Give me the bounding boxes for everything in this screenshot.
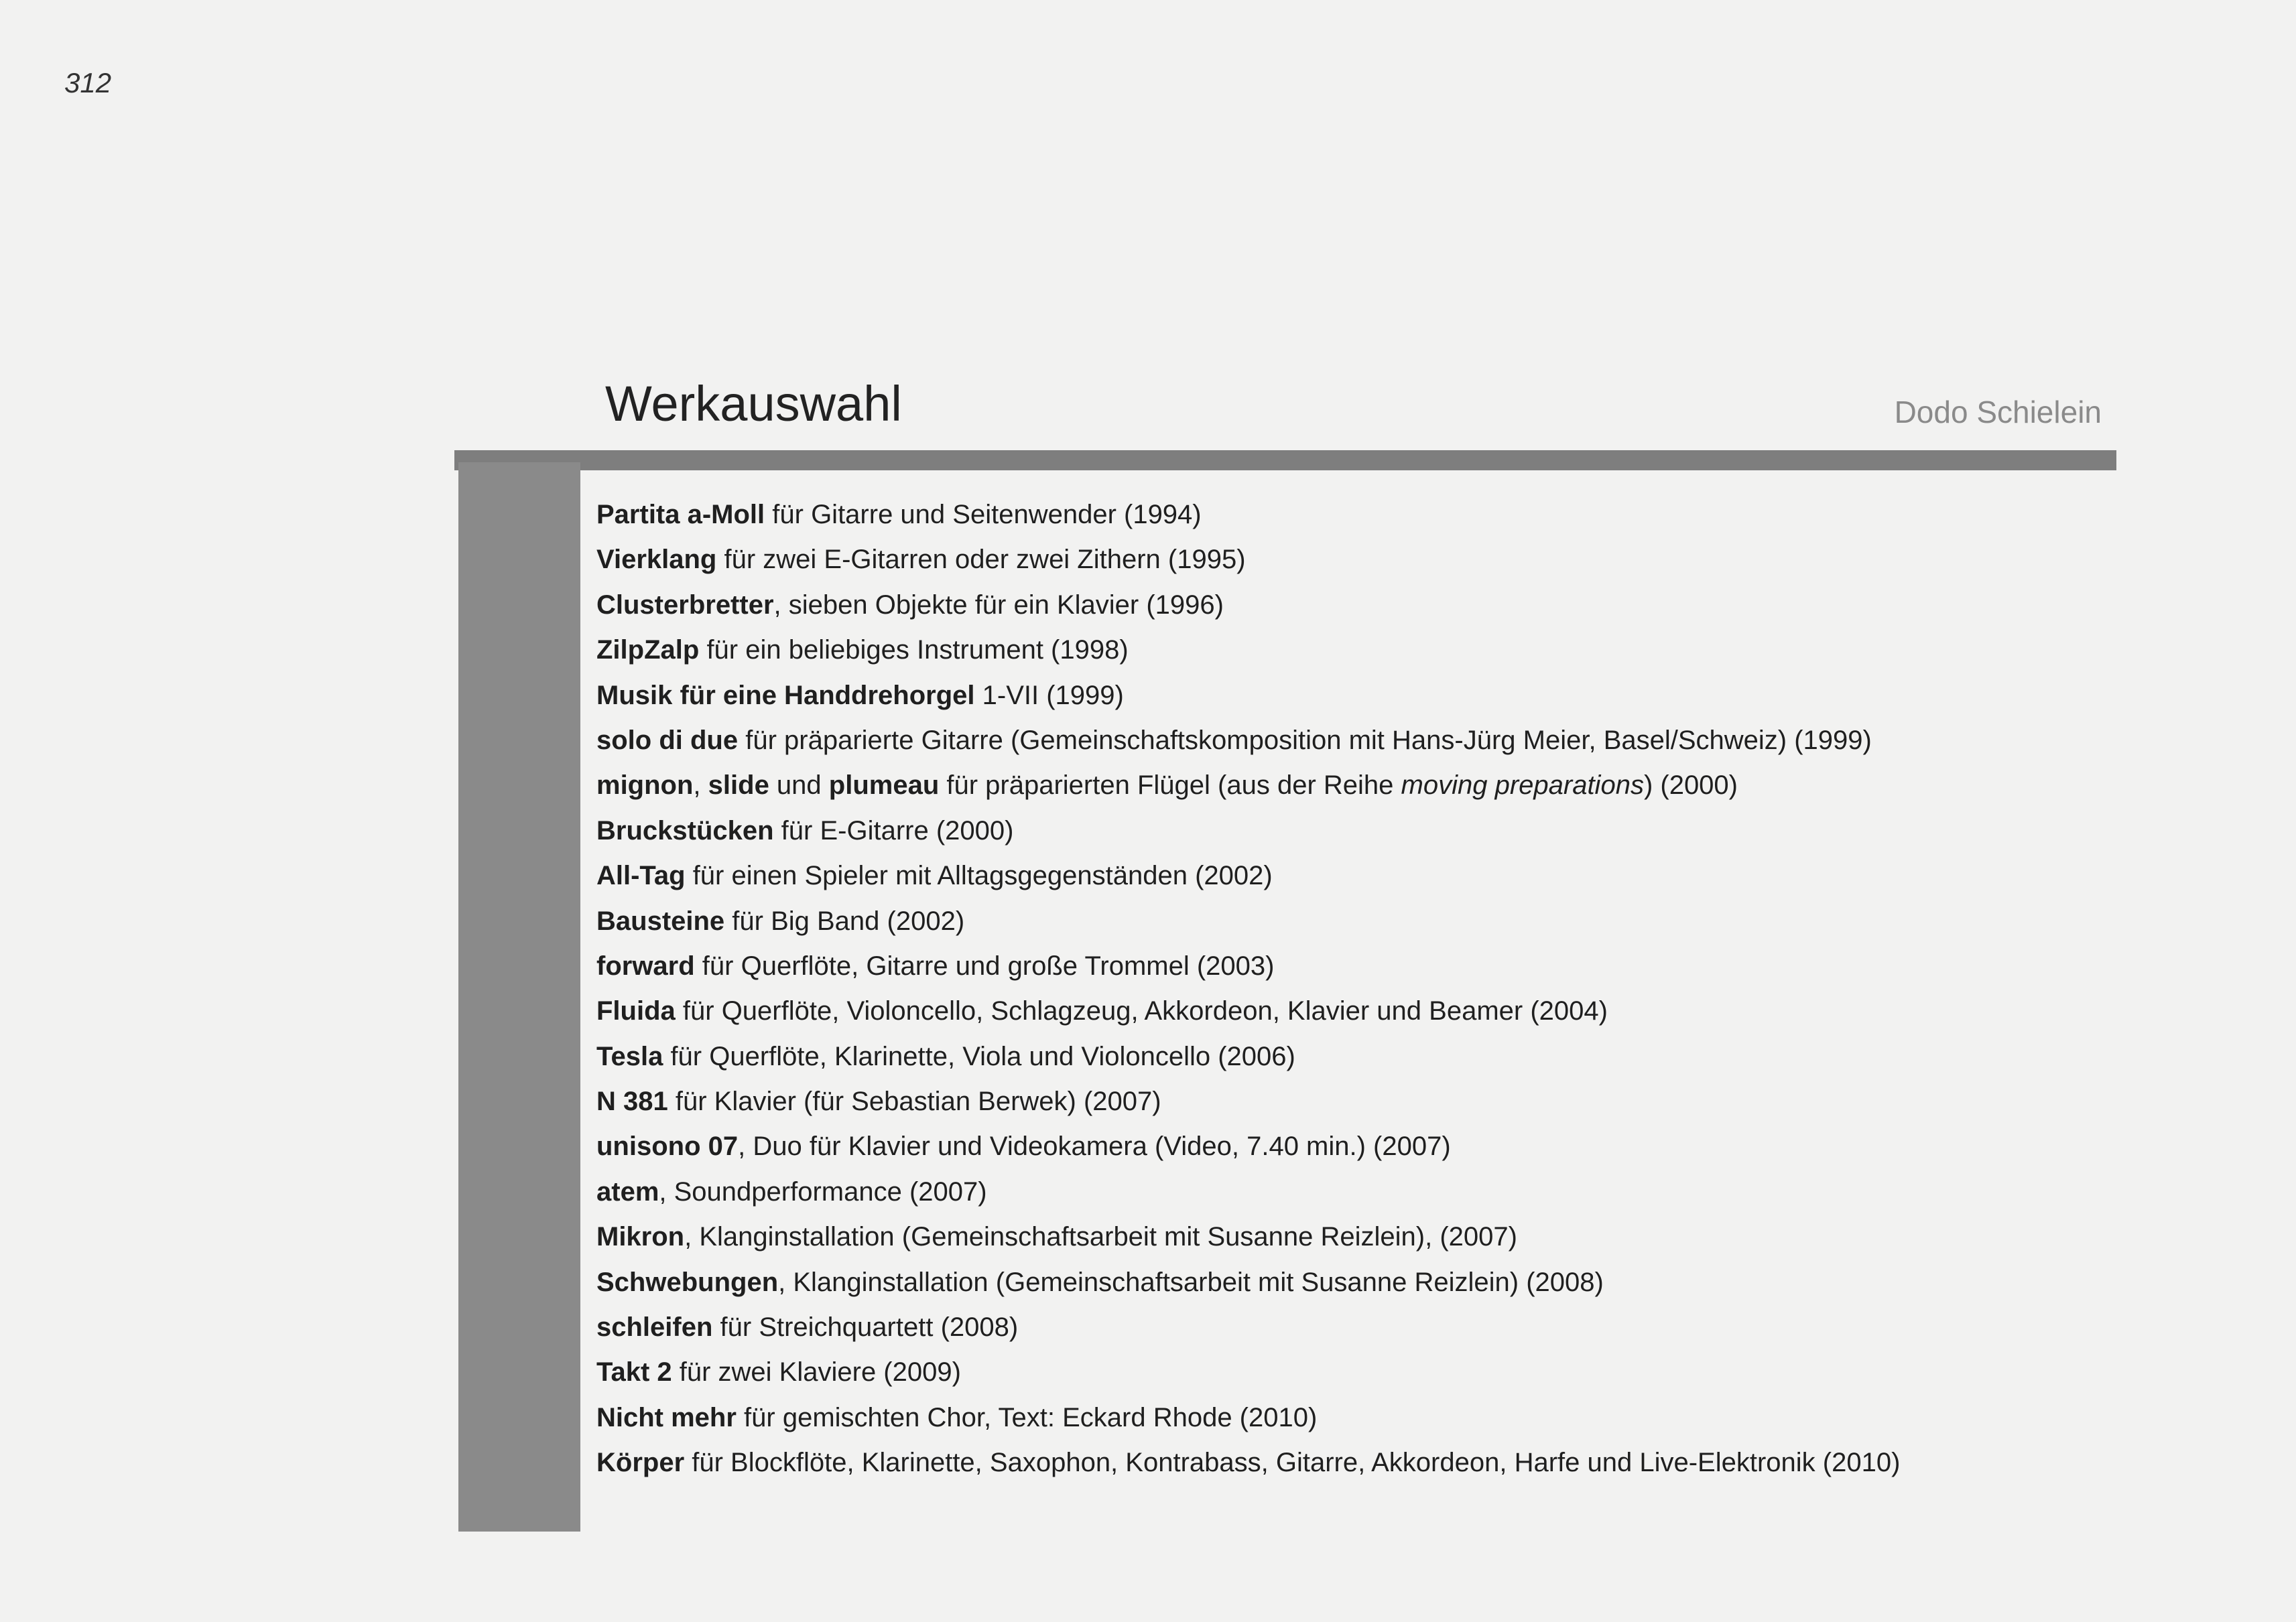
work-description: für E-Gitarre (2000) [773,815,1014,846]
work-description: ) (2000) [1643,770,1738,801]
work-title: Körper [596,1448,685,1478]
work-title: unisono 07 [596,1132,739,1162]
work-description: für gemischten Chor, Text: Eckard Rhode (2010) [736,1402,1318,1432]
work-entry [596,1215,2071,1260]
work-title: Schwebungen [596,1267,779,1297]
work-title: Tesla [596,1041,663,1071]
work-description: für einen Spieler mit Alltagsgegenständen (2002) [685,861,1273,891]
work-entry [596,718,2071,763]
work-title: ZilpZalp [596,635,700,665]
work-title: Bruckstücken [596,815,774,846]
work-entry [596,944,2071,989]
side-bar [458,462,580,1532]
work-title: atem [596,1176,659,1207]
works-list [596,492,2071,1486]
work-title: schleifen [596,1312,713,1343]
section-title: Werkauswahl [605,376,902,431]
work-description: , [693,770,708,801]
work-description: , Soundperformance (2007) [659,1176,987,1207]
work-entry [596,1034,2071,1079]
work-entry [596,1079,2071,1124]
work-title: All-Tag [596,861,686,891]
work-entry [596,1350,2071,1395]
work-entry [596,492,2071,537]
work-title: Mikron [596,1222,685,1252]
work-description: für Klavier (für Sebastian Berwek) (2007) [667,1087,1161,1117]
work-title: Partita a-Moll [596,500,765,529]
work-entry [596,537,2071,582]
work-description: , Duo für Klavier und Videokamera (Video, 7.40 min.) (2007) [738,1132,1451,1162]
work-description: , Klanginstallation (Gemeinschaftsarbeit mit Susanne Reizlein) (2008) [778,1267,1604,1297]
work-entry [596,1170,2071,1215]
work-entry [596,628,2071,673]
work-title: Takt 2 [596,1357,672,1388]
work-entry [596,1305,2071,1350]
work-entry [596,989,2071,1034]
work-description: , sieben Objekte für ein Klavier (1996) [773,590,1224,620]
series-title: moving preparations [1401,770,1644,801]
work-description: für Querflöte, Gitarre und große Trommel (2003) [694,951,1275,981]
work-title: Bausteine [596,906,725,936]
work-description: und [769,770,829,801]
work-description: 1-VII (1999) [974,680,1124,710]
work-entry [596,899,2071,944]
work-description: für Querflöte, Violoncello, Schlagzeug, Akkordeon, Klavier und Beamer (2004) [675,996,1608,1026]
work-title: Musik für eine Handdrehorgel [596,680,975,710]
work-description: für Big Band (2002) [724,906,965,936]
work-entry [596,854,2071,898]
work-entry [596,1396,2071,1440]
work-title: Nicht mehr [596,1402,737,1432]
work-description: für zwei E-Gitarren oder zwei Zithern (1995) [716,545,1246,575]
work-entry [596,763,2071,808]
author-name: Dodo Schielein [1894,395,2102,429]
work-description: für ein beliebiges Instrument (1998) [699,635,1129,665]
work-description: für zwei Klaviere (2009) [672,1357,961,1388]
work-title: N 381 [596,1087,668,1117]
work-description: für Querflöte, Klarinette, Viola und Violoncello (2006) [663,1041,1295,1071]
work-entry [596,809,2071,854]
work-title: Clusterbretter [596,590,774,620]
work-description: für Blockflöte, Klarinette, Saxophon, Kontrabass, Gitarre, Akkordeon, Harfe und Live-Elektronik (2010) [684,1448,1901,1478]
work-description: für präparierten Flügel (aus der Reihe [939,770,1401,801]
work-title: plumeau [828,770,940,801]
work-title: solo di due [596,725,739,755]
work-title: Vierklang [596,545,717,575]
work-description: , Klanginstallation (Gemeinschaftsarbeit mit Susanne Reizlein), (2007) [684,1222,1517,1252]
work-title: mignon [596,770,694,801]
page-number: 312 [64,67,112,98]
work-entry [596,673,2071,718]
work-entry [596,1260,2071,1305]
work-description: für Gitarre und Seitenwender (1994) [765,500,1202,529]
header-rule [454,450,2116,470]
work-description: für Streichquartett (2008) [712,1312,1019,1343]
work-title: Fluida [596,996,676,1026]
work-title: forward [596,951,695,981]
work-entry [596,1440,2071,1485]
work-title: slide [708,770,769,801]
work-description: für präparierte Gitarre (Gemeinschaftskomposition mit Hans-Jürg Meier, Basel/Schweiz) (1999) [738,725,1872,755]
work-entry [596,583,2071,628]
work-entry [596,1124,2071,1169]
